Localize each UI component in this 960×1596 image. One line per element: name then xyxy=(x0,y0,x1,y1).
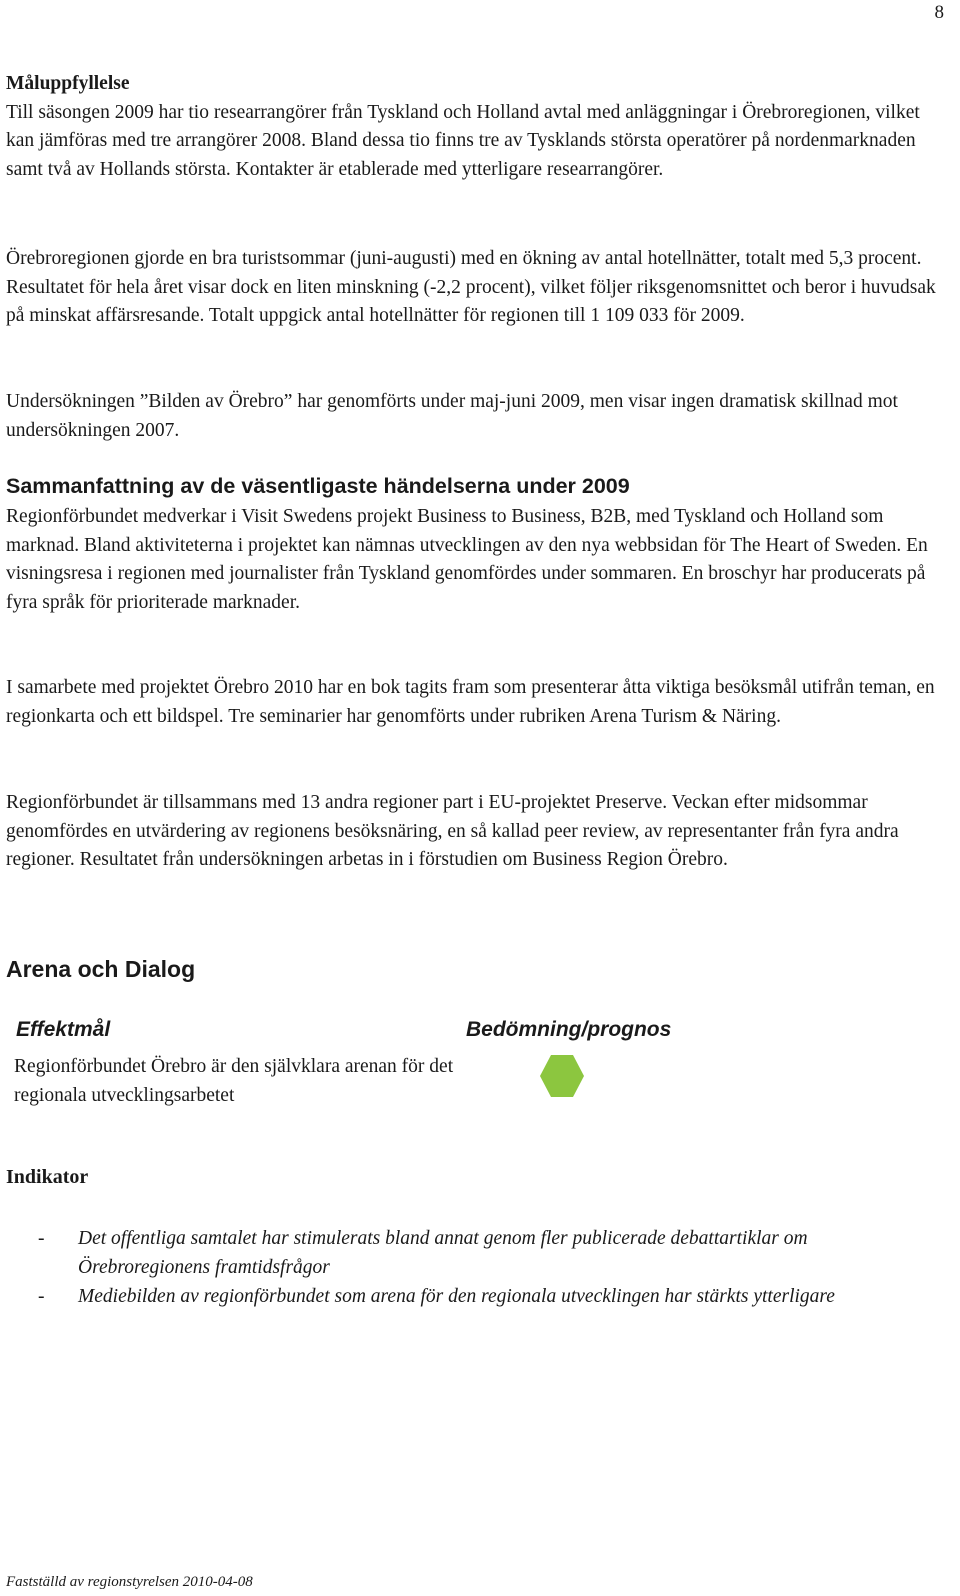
effect-goal-heading: Effektmål xyxy=(16,1018,111,1041)
summary-paragraph-3: Regionförbundet är tillsammans med 13 andra regioner part i EU-projektet Preserve. Veckan efter midsommar genomfördes en utvärdering av regionens besöksnäring, en så kallad peer review, av representanter från fyra andra regioner. Resultatet från undersökningen arbetas in i förstudien om Business Region Örebro. xyxy=(6,792,899,870)
assessment-heading: Bedömning/prognos xyxy=(466,1018,672,1041)
summary-paragraph-1: Regionförbundet medverkar i Visit Swedens projekt Business to Business, B2B, med Tyskland och Holland som marknad. Bland aktiviteterna i projektet kan nämnas utvecklingen av den nya webbsidan för The Heart of Sweden. En visningsresa i regionen med journalister från Tyskland genomfördes under sommaren. En broschyr har producerats på fyra språk för prioriterade marknader. xyxy=(6,506,928,613)
page-number: 8 xyxy=(934,2,944,23)
goal-fulfillment-paragraph-1: Till säsongen 2009 har tio researrangörer från Tyskland och Holland avtal med anläggningar i Örebroregionen, vilket kan jämföras med tre arrangörer 2008. Bland dessa tio finns tre av Tysklands största operatörer på nordenmarknaden samt två av Hollands största. Kontakter är etablerade med ytterligare researrangörer. xyxy=(6,101,920,180)
indicator-heading: Indikator xyxy=(6,1166,89,1188)
indicator-item-text: Mediebilden av regionförbundet som arena för den regionala utvecklingen har stärkts ytterligare xyxy=(78,1286,835,1307)
assessment-green-hexagon-icon xyxy=(540,1055,584,1097)
indicator-list-item xyxy=(0,1224,960,1282)
arena-heading: Arena och Dialog xyxy=(6,956,196,982)
goal-fulfillment-paragraph-2: Örebroregionen gjorde en bra turistsommar (juni-augusti) med en ökning av antal hotellnätter, totalt med 5,3 procent. Resultatet för hela året visar dock en liten minskning (-2,2 procent), vilket följer riksgenomsnittet och beror i huvudsak på minskat affärsresande. Totalt uppgick antal hotellnätter för regionen till 1 109 033 för 2009. xyxy=(6,248,936,326)
goal-fulfillment-heading: Måluppfyllelse xyxy=(6,73,130,94)
goal-fulfillment-paragraph-3: Undersökningen ”Bilden av Örebro” har genomförts under maj-juni 2009, men visar ingen dramatisk skillnad mot undersökningen 2007. xyxy=(6,391,898,441)
summary-paragraph-2: I samarbete med projektet Örebro 2010 har en bok tagits fram som presenterar åtta viktiga besöksmål utifrån teman, en regionkarta och ett bildspel. Tre seminarier har genomförts under rubriken Arena Turism & Näring. xyxy=(6,677,935,727)
summary-heading: Sammanfattning av de väsentligaste händelserna under 2009 xyxy=(6,474,630,498)
indicator-list-item xyxy=(0,1282,960,1311)
list-dash: - xyxy=(38,1228,45,1249)
indicator-list xyxy=(0,1224,960,1311)
footer-text: Fastställd av regionstyrelsen 2010-04-08 xyxy=(6,1574,253,1590)
indicator-item-text: Det offentliga samtalet har stimulerats bland annat genom fler publicerade debattartiklar om Örebroregionens framtidsfrågor xyxy=(78,1228,808,1278)
list-dash: - xyxy=(38,1286,45,1307)
goal-fulfillment-section xyxy=(6,70,952,184)
effect-goal-text: Regionförbundet Örebro är den självklara arenan för det regionala utvecklingsarbetet xyxy=(14,1056,454,1106)
